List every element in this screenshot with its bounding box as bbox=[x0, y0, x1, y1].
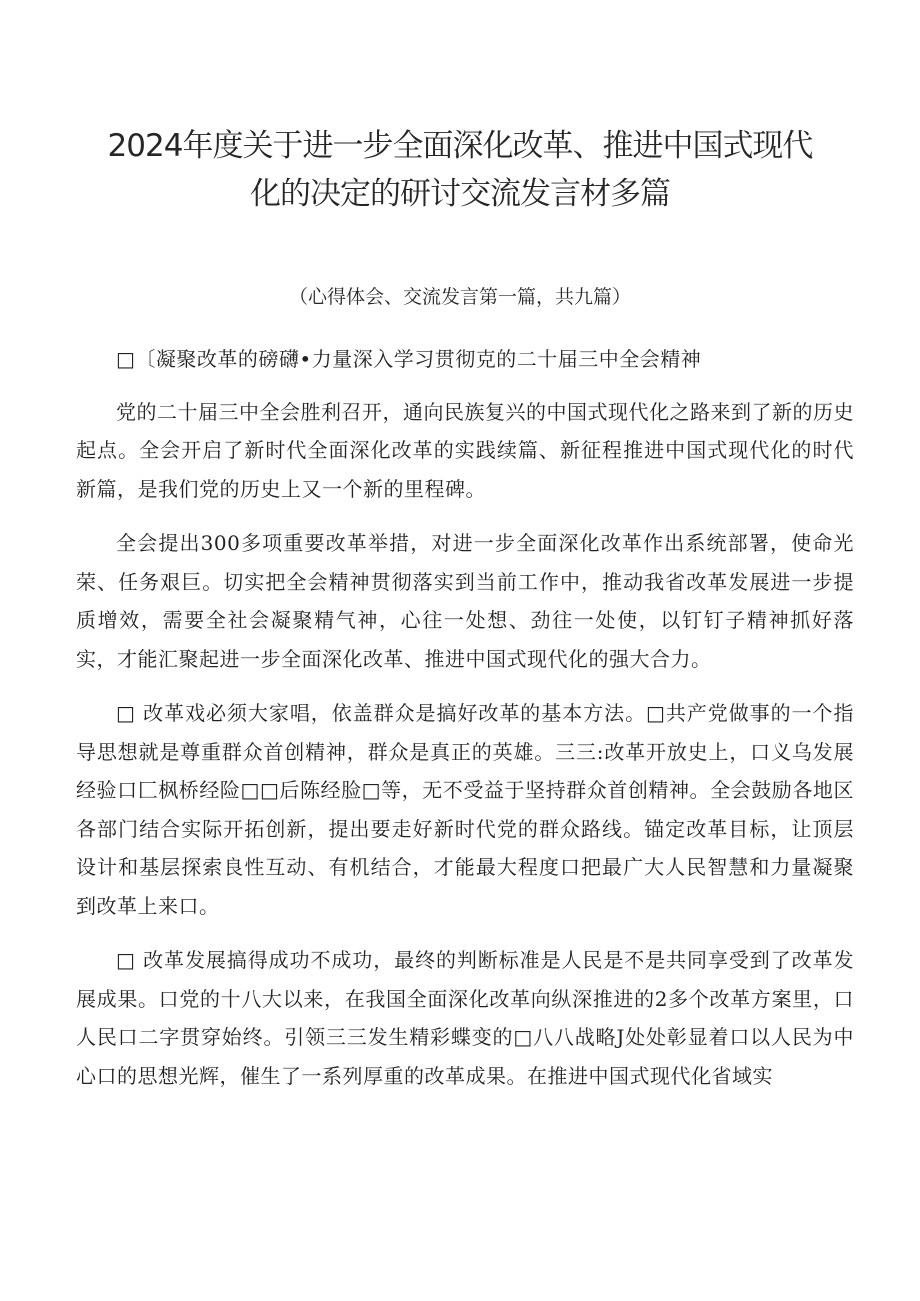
paragraph: □ 改革发展搞得成功不成功，最终的判断标准是人民是不是共同享受到了改革发展成果。口党的十八大以来，在我国全面深化改革向纵深推进的2多个改革方案里，口人民口二字贯穿始终。引领三三发生精彩蝶变的□八八战略J处处彰显着口以人民为中心口的思想光辉，催生了一系列厚重的改革成果。在推进中国式现代化省域实 bbox=[76, 948, 854, 1088]
title-line-2: 化的决定的研讨交流发言材多篇 bbox=[250, 176, 670, 212]
paragraph: 党的二十届三中全会胜利召开，通向民族复兴的中国式现代化之路来到了新的历史起点。全会开启了新时代全面深化改革的实践续篇、新征程推进中国式现代化的时代新篇，是我们党的历史上又一个新的里程碑。 bbox=[76, 399, 854, 501]
paragraph: □ 改革戏必须大家唱，依盖群众是搞好改革的基本方法。□共产党做事的一个指导思想就是尊重群众首创精神，群众是真正的英雄。三三:改革开放史上，口义乌发展经验口匚枫桥经险□□后陈经脸□等，无不受益于坚持群众首创精神。全会鼓励各地区各部门结合实际开拓创新，提出要走好新时代党的群众路线。锚定改革目标，让顶层设计和基层探索良性互动、有机结合，才能最大程度口把最广大人民智慧和力量凝聚到改革上来口。 bbox=[76, 701, 854, 918]
section-heading: □〔凝聚改革的磅礴•力量深入学习贯彻克的二十届三中全会精神 bbox=[116, 347, 702, 371]
document-title bbox=[60, 122, 860, 218]
document-body bbox=[76, 340, 854, 1111]
title-line-1: 2024年度关于进一步全面深化改革、推进中国式现代 bbox=[107, 128, 813, 164]
document-subtitle: （心得体会、交流发言第一篇，共九篇） bbox=[288, 286, 631, 308]
paragraph: 全会提出300多项重要改革举措，对进一步全面深化改革作出系统部署，使命光荣、任务艰巨。切实把全会精神贯彻落实到当前工作中，推动我省改革发展进一步提质增效，需要全社会凝聚精气神，心往一处想、劲往一处使，以钉钉子精神抓好落实，才能汇聚起进一步全面深化改革、推进中国式现代化的强大合力。 bbox=[76, 531, 854, 671]
